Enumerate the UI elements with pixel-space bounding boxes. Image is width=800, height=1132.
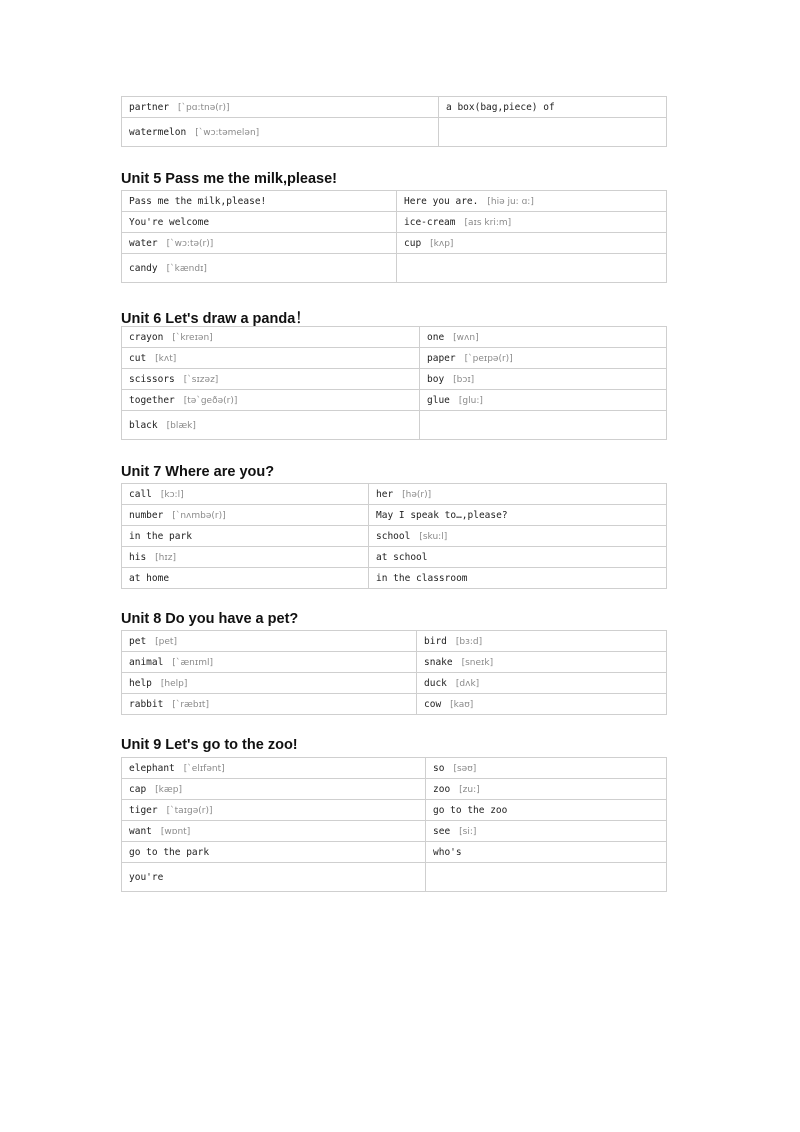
vocab-phonetic: [wɒnt] <box>160 826 191 837</box>
table-row <box>122 863 667 892</box>
vocab-table <box>121 757 667 892</box>
vocab-word: paper <box>427 352 456 364</box>
table-cell <box>122 233 397 254</box>
unit-7-table-wrapper <box>121 483 667 589</box>
table-cell <box>426 842 667 863</box>
table-cell <box>122 821 426 842</box>
table-cell <box>122 97 439 118</box>
table-row <box>122 821 667 842</box>
table-row <box>122 547 667 568</box>
table-row <box>122 484 667 505</box>
table-cell <box>122 800 426 821</box>
vocab-phonetic: [sku:l] <box>419 531 448 542</box>
vocab-word: crayon <box>129 331 164 343</box>
vocab-phonetic: [bɜ:d] <box>455 636 483 647</box>
vocab-phonetic: [ˋelɪfənt] <box>183 763 225 774</box>
vocab-phonetic: [bɔɪ] <box>453 374 475 385</box>
vocab-phonetic: [hɪz] <box>155 552 176 563</box>
table-cell <box>426 821 667 842</box>
vocab-word: help <box>129 677 152 689</box>
table-row <box>122 526 667 547</box>
table-cell <box>397 254 667 283</box>
table-cell <box>417 652 667 673</box>
table-cell <box>122 673 417 694</box>
vocab-word: in the park <box>129 530 192 542</box>
table-cell <box>369 484 667 505</box>
vocab-word: black <box>129 419 158 431</box>
vocab-word: you're <box>129 871 164 883</box>
vocab-word: school <box>376 530 411 542</box>
vocab-phonetic: [zu:] <box>459 784 480 795</box>
vocab-phonetic: [kæp] <box>155 784 182 795</box>
vocab-word: cow <box>424 698 442 710</box>
vocab-phonetic: [ˋwɔ:təmelən] <box>195 127 260 138</box>
table-cell <box>417 631 667 652</box>
unit-8-table-wrapper <box>121 630 667 715</box>
vocab-table <box>121 96 667 147</box>
vocab-word: who's <box>433 846 462 858</box>
vocab-word: You're welcome <box>129 216 210 228</box>
table-cell <box>122 411 420 440</box>
table-row <box>122 505 667 526</box>
vocab-word: together <box>129 394 175 406</box>
table-cell <box>122 863 426 892</box>
unit-5-heading: Unit 5 Pass me the milk,please! <box>121 171 337 187</box>
vocab-phonetic: [ˋræbɪt] <box>172 699 209 710</box>
table-row <box>122 673 667 694</box>
table-cell <box>122 118 439 147</box>
vocab-table <box>121 326 667 440</box>
vocab-word: ice-cream <box>404 216 456 228</box>
table-cell <box>122 505 369 526</box>
table-cell <box>122 212 397 233</box>
vocab-phonetic: [ˋpɑ:tnə(r)] <box>178 102 230 113</box>
vocab-word: his <box>129 551 147 563</box>
vocab-phonetic: [kʌt] <box>155 353 177 364</box>
table-cell <box>122 547 369 568</box>
vocab-phonetic: [aɪs kri:m] <box>464 217 512 228</box>
table-row <box>122 254 667 283</box>
table-cell <box>439 97 667 118</box>
vocab-phonetic: [sneɪk] <box>461 657 494 668</box>
vocab-word: at school <box>376 551 428 563</box>
table-row <box>122 348 667 369</box>
table-row <box>122 97 667 118</box>
unit-6-heading: Unit 6 Let's draw a panda！ <box>121 311 310 327</box>
vocab-word: boy <box>427 373 445 385</box>
table-row <box>122 779 667 800</box>
table-row <box>122 758 667 779</box>
vocab-phonetic: [glu:] <box>458 395 483 406</box>
table-cell <box>122 842 426 863</box>
unit-6-table-wrapper <box>121 326 667 440</box>
table-cell <box>122 348 420 369</box>
vocab-word: glue <box>427 394 450 406</box>
table-cell <box>369 505 667 526</box>
table-cell <box>122 327 420 348</box>
vocab-phonetic: [ˋkændɪ] <box>166 263 207 274</box>
table-cell <box>122 568 369 589</box>
table-row <box>122 652 667 673</box>
vocab-table-continued <box>121 96 667 147</box>
vocab-word: rabbit <box>129 698 164 710</box>
unit-5-table-wrapper <box>121 190 667 283</box>
vocab-phonetic: [kʌp] <box>430 238 454 249</box>
vocab-phonetic: [təˋgeðə(r)] <box>183 395 238 406</box>
table-cell <box>417 673 667 694</box>
vocab-word: Pass me the milk,please! <box>129 195 267 207</box>
vocab-word: at home <box>129 572 170 584</box>
table-cell <box>426 863 667 892</box>
vocab-word: duck <box>424 677 447 689</box>
table-cell <box>122 758 426 779</box>
vocab-word: a box(bag,piece) of <box>446 101 555 113</box>
table-cell <box>439 118 667 147</box>
unit-8-heading: Unit 8 Do you have a pet? <box>121 611 299 627</box>
unit-9-table-wrapper <box>121 757 667 892</box>
vocab-phonetic: [ˋsɪzəz] <box>183 374 219 385</box>
vocab-word: Here you are. <box>404 195 479 207</box>
table-row <box>122 369 667 390</box>
table-cell <box>397 233 667 254</box>
table-cell <box>122 191 397 212</box>
vocab-word: water <box>129 237 158 249</box>
vocab-phonetic: [blæk] <box>166 420 196 431</box>
table-cell <box>420 327 667 348</box>
unit-9-heading: Unit 9 Let's go to the zoo! <box>121 737 298 753</box>
vocab-word: snake <box>424 656 453 668</box>
vocab-phonetic: [hə(r)] <box>402 489 432 500</box>
table-cell <box>397 191 667 212</box>
vocab-word: number <box>129 509 164 521</box>
vocab-phonetic: [səʊ] <box>453 763 477 774</box>
table-row <box>122 390 667 411</box>
table-cell <box>122 390 420 411</box>
vocab-word: her <box>376 488 394 500</box>
table-cell <box>420 390 667 411</box>
table-cell <box>122 652 417 673</box>
vocab-phonetic: [help] <box>160 678 188 689</box>
vocab-phonetic: [si:] <box>459 826 477 837</box>
vocab-phonetic: [dʌk] <box>455 678 480 689</box>
vocab-phonetic: [ˋpeɪpə(r)] <box>464 353 513 364</box>
vocab-table <box>121 630 667 715</box>
table-cell <box>122 254 397 283</box>
table-cell <box>122 631 417 652</box>
vocab-word: May I speak to…,please? <box>376 509 508 521</box>
table-cell <box>122 369 420 390</box>
vocab-word: in the classroom <box>376 572 468 584</box>
table-cell <box>122 694 417 715</box>
vocab-word: partner <box>129 101 170 113</box>
vocab-table <box>121 190 667 283</box>
table-cell <box>420 369 667 390</box>
vocab-phonetic: [kɔ:l] <box>160 489 184 500</box>
table-row <box>122 694 667 715</box>
table-cell <box>122 526 369 547</box>
vocab-word: candy <box>129 262 158 274</box>
table-row <box>122 118 667 147</box>
table-row <box>122 631 667 652</box>
table-row <box>122 842 667 863</box>
vocab-word: one <box>427 331 445 343</box>
vocab-word: bird <box>424 635 447 647</box>
vocab-word: zoo <box>433 783 451 795</box>
vocab-phonetic: [ˋænɪml] <box>172 657 214 668</box>
table-cell <box>122 484 369 505</box>
table-row <box>122 191 667 212</box>
vocab-word: animal <box>129 656 164 668</box>
vocab-phonetic: [ˋnʌmbə(r)] <box>172 510 226 521</box>
vocab-word: call <box>129 488 152 500</box>
vocab-phonetic: [hiə ju: ɑ:] <box>487 196 534 207</box>
vocab-word: elephant <box>129 762 175 774</box>
table-row <box>122 411 667 440</box>
unit-7-heading: Unit 7 Where are you? <box>121 464 275 480</box>
table-cell <box>420 411 667 440</box>
vocab-word: cup <box>404 237 422 249</box>
vocab-word: tiger <box>129 804 158 816</box>
table-cell <box>369 547 667 568</box>
vocab-word: cap <box>129 783 147 795</box>
vocab-phonetic: [ˋkreɪən] <box>172 332 213 343</box>
table-cell <box>417 694 667 715</box>
table-cell <box>426 779 667 800</box>
table-cell <box>122 779 426 800</box>
table-row <box>122 568 667 589</box>
table-cell <box>426 800 667 821</box>
vocab-phonetic: [ˋwɔ:tə(r)] <box>166 238 214 249</box>
vocab-phonetic: [pet] <box>155 636 177 647</box>
table-row <box>122 233 667 254</box>
vocab-word: want <box>129 825 152 837</box>
table-cell <box>420 348 667 369</box>
table-row <box>122 212 667 233</box>
table-cell <box>369 526 667 547</box>
vocab-word: so <box>433 762 445 774</box>
vocab-table <box>121 483 667 589</box>
vocab-phonetic: [wʌn] <box>453 332 479 343</box>
vocab-word: see <box>433 825 451 837</box>
vocab-word: go to the park <box>129 846 210 858</box>
vocab-word: cut <box>129 352 147 364</box>
vocab-word: go to the zoo <box>433 804 508 816</box>
vocab-word: pet <box>129 635 147 647</box>
table-cell <box>369 568 667 589</box>
table-row <box>122 800 667 821</box>
table-cell <box>397 212 667 233</box>
table-row <box>122 327 667 348</box>
vocab-word: watermelon <box>129 126 187 138</box>
table-cell <box>426 758 667 779</box>
vocab-phonetic: [ˋtaɪgə(r)] <box>166 805 213 816</box>
vocab-word: scissors <box>129 373 175 385</box>
vocab-phonetic: [kaʊ] <box>450 699 474 710</box>
